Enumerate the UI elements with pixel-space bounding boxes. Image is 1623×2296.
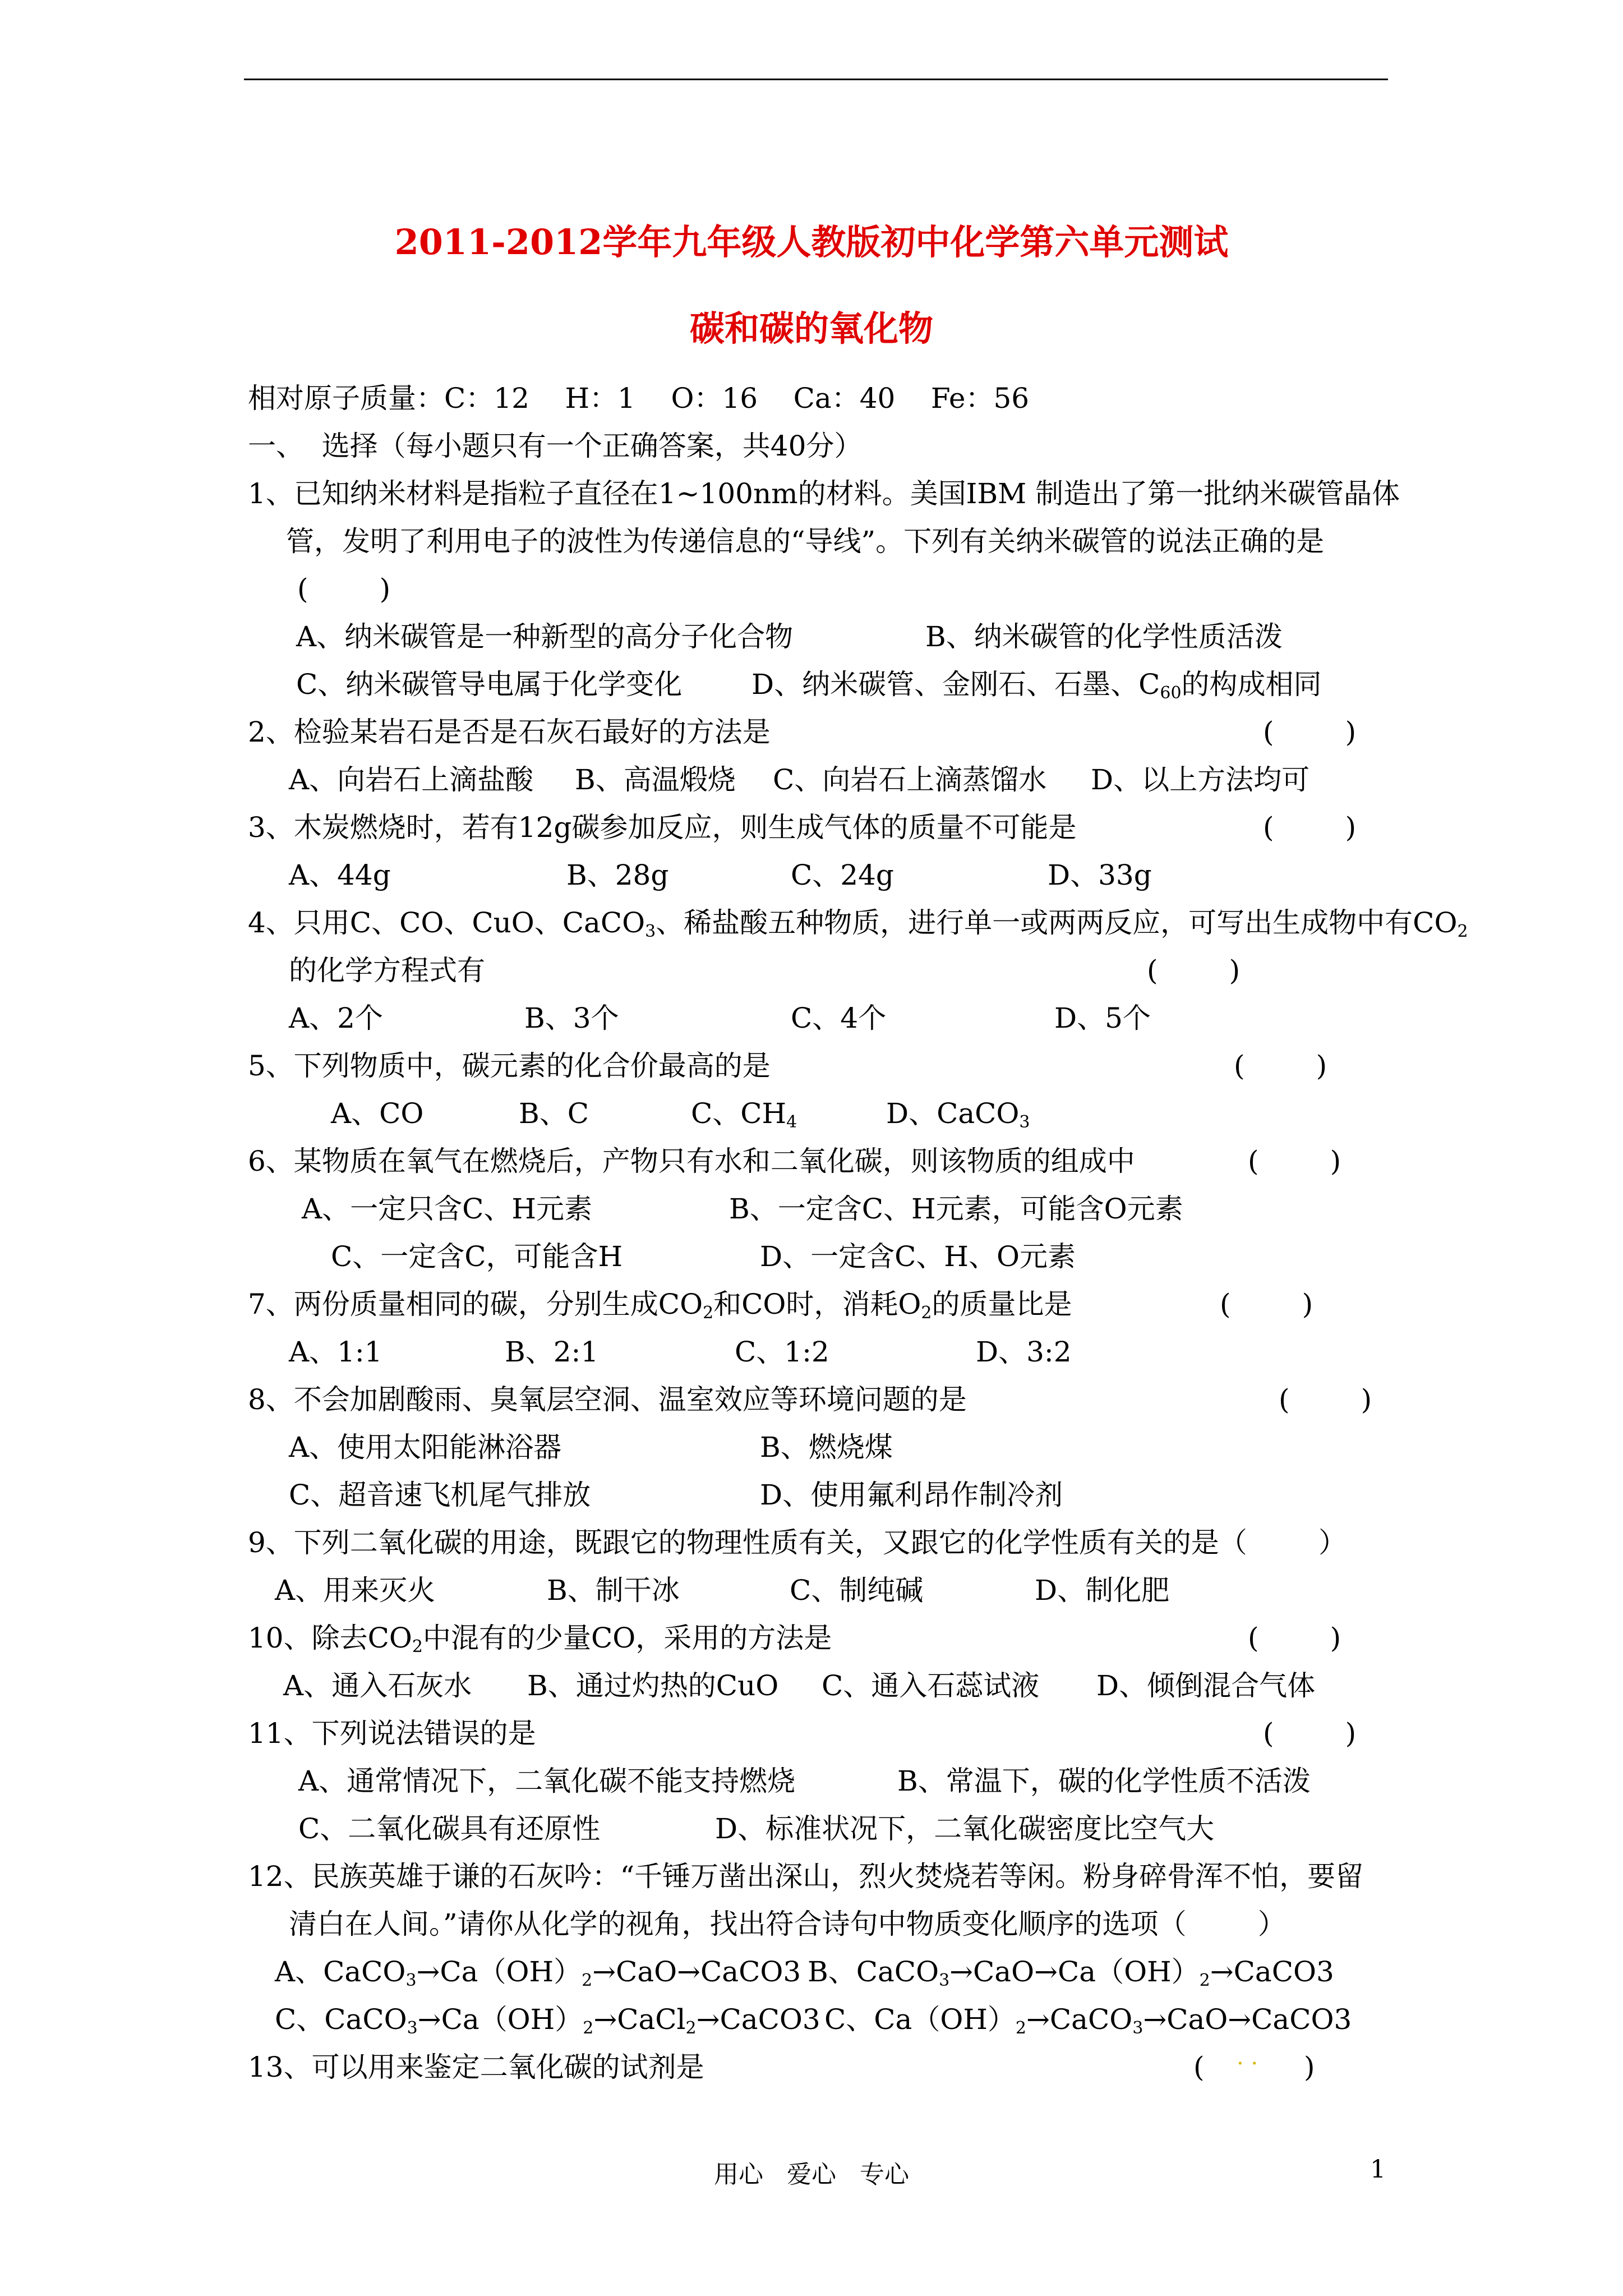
q9-option-d: D、制化肥 (1035, 1574, 1170, 1607)
page-number: 1 (1370, 2155, 1386, 2184)
q4-stem-line2: 的化学方程式有 (289, 954, 485, 987)
q10-option-d: D、倾倒混合气体 (1096, 1669, 1316, 1702)
q3-option-b: B、28g (566, 859, 669, 891)
q2-stem: 2、检验某岩石是否是石灰石最好的方法是 (248, 716, 771, 748)
q6-answer-paren: ( ) (1248, 1145, 1341, 1177)
q10-option-c: C、通入石蕊试液 (822, 1669, 1040, 1702)
q11-stem: 11、下列说法错误的是 (248, 1717, 536, 1750)
q5-option-d: D、CaCO$_3$ (886, 1097, 1030, 1132)
q6-option-b: B、一定含C、H元素，可能含O元素 (729, 1193, 1183, 1225)
q4-option-c: C、4个 (791, 1002, 887, 1034)
q4-option-a: A、2个 (289, 1002, 383, 1034)
q13-answer-dots: . . (1237, 2044, 1258, 2070)
q6-stem: 6、某物质在氧气在燃烧后，产物只有水和二氧化碳，则该物质的组成中 (248, 1145, 1135, 1177)
q2-answer-paren: ( ) (1263, 716, 1357, 748)
q1-option-c: C、纳米碳管导电属于化学变化 (296, 668, 683, 701)
q8-option-a: A、使用太阳能淋浴器 (289, 1431, 562, 1464)
q1-answer-paren: ( ) (297, 573, 391, 605)
q8-option-d: D、使用氟利昂作制冷剂 (760, 1479, 1063, 1511)
q11-option-b: B、常温下，碳的化学性质不活泼 (897, 1765, 1311, 1797)
q1-stem-line2: 管，发明了利用电子的波性为传递信息的“导线”。下列有关纳米碳管的说法正确的是 (286, 525, 1325, 558)
section-heading: 一、 选择（每小题只有一个正确答案，共40分） (248, 430, 863, 462)
q12-option-d: C、$Ca(OH)_2\to CaCO_3\to CaO\to CaCO3$ (824, 2003, 1352, 2038)
header-rule (244, 79, 1388, 80)
q2-option-d: D、以上方法均可 (1091, 763, 1310, 796)
q9-stem: 9、下列二氧化碳的用途，既跟它的物理性质有关，又跟它的化学性质有关的是（ ） (248, 1526, 1347, 1559)
q12-option-c: C、$CaCO_3\to Ca(OH)_2\to CaCl_2\to CaCO3$ (275, 2003, 820, 2038)
q3-option-d: D、33g (1048, 859, 1152, 891)
q2-option-a: A、向岩石上滴盐酸 (289, 763, 534, 796)
q5-stem: 5、下列物质中，碳元素的化合价最高的是 (248, 1050, 771, 1082)
q8-option-c: C、超音速飞机尾气排放 (289, 1479, 591, 1511)
q2-option-c: C、向岩石上滴蒸馏水 (773, 763, 1047, 796)
q6-option-a: A、一定只含C、H元素 (302, 1193, 592, 1225)
q8-answer-paren: ( ) (1279, 1383, 1372, 1416)
q1-option-b: B、纳米碳管的化学性质活泼 (925, 620, 1283, 653)
q11-option-a: A、通常情况下，二氧化碳不能支持燃烧 (298, 1765, 796, 1797)
q12-stem-line1: 12、民族英雄于谦的石灰吟：“千锤万凿出深山，烈火焚烧若等闲。粉身碎骨浑不怕，要留 (248, 1860, 1364, 1893)
q11-option-c: C、二氧化碳具有还原性 (298, 1812, 601, 1845)
q7-option-a: A、1:1 (289, 1336, 382, 1368)
q12-option-b: B、$CaCO_3\to CaO\to Ca(OH)_2\to CaCO3$ (808, 1955, 1334, 1990)
q12-stem-line2: 清白在人间。”请你从化学的视角，找出符合诗句中物质变化顺序的选项（ ） (289, 1908, 1286, 1940)
q7-option-c: C、1:2 (735, 1336, 829, 1368)
q12-option-a: A、$CaCO_3\to Ca(OH)_2\to CaO\to CaCO3$ (275, 1955, 801, 1990)
q4-option-b: B、3个 (524, 1002, 619, 1034)
q7-option-d: D、3:2 (976, 1336, 1072, 1368)
page-title: 2011-2012学年九年级人教版初中化学第六单元测试 (394, 222, 1229, 263)
q5-answer-paren: ( ) (1234, 1050, 1327, 1082)
q13-paren-right: ) (1304, 2051, 1315, 2083)
q3-answer-paren: ( ) (1263, 811, 1357, 844)
q10-option-a: A、通入石灰水 (283, 1669, 472, 1702)
q13-paren-left: ( (1193, 2051, 1205, 2083)
q1-option-a: A、纳米碳管是一种新型的高分子化合物 (296, 620, 794, 653)
q11-answer-paren: ( ) (1263, 1717, 1357, 1750)
q6-option-d: D、一定含C、H、O元素 (760, 1240, 1076, 1273)
q10-stem: 10、除去$CO_2$中混有的少量CO，采用的方法是 (248, 1622, 832, 1657)
q1-stem-line1: 1、已知纳米材料是指粒子直径在1~100nm的材料。美国IBM 制造出了第一批纳米碳管晶体 (248, 477, 1400, 510)
q7-option-b: B、2:1 (505, 1336, 599, 1368)
q3-stem: 3、木炭燃烧时，若有12g碳参加反应，则生成气体的质量不可能是 (248, 811, 1077, 844)
q5-option-a: A、CO (331, 1097, 424, 1130)
q7-answer-paren: ( ) (1220, 1288, 1313, 1320)
atomic-mass-line: 相对原子质量：C：12 H：1 O：16 Ca：40 Fe：56 (248, 382, 1030, 415)
q3-option-a: A、44g (289, 859, 391, 891)
q9-option-c: C、制纯碱 (790, 1574, 924, 1607)
q8-stem: 8、不会加剧酸雨、臭氧层空洞、温室效应等环境问题的是 (248, 1383, 967, 1416)
q3-option-c: C、24g (791, 859, 894, 891)
q7-stem: 7、两份质量相同的碳，分别生成$CO_2$和CO时，消耗$O_2$的质量比是 (248, 1288, 1072, 1323)
q9-option-a: A、用来灭火 (275, 1574, 436, 1607)
q8-option-b: B、燃烧煤 (760, 1431, 893, 1464)
q4-option-d: D、5个 (1054, 1002, 1151, 1034)
q4-stem-line1: 4、只用C、CO、CuO、CaCO$_3$、稀盐酸五种物质，进行单一或两两反应，可写出生成物中有$CO_2$ (248, 907, 1468, 941)
q6-option-c: C、一定含C，可能含H (331, 1240, 623, 1273)
q4-answer-paren: ( ) (1147, 954, 1241, 987)
q11-option-d: D、标准状况下，二氧化碳密度比空气大 (715, 1812, 1215, 1845)
page-subtitle: 碳和碳的氧化物 (689, 308, 933, 349)
q13-stem: 13、可以用来鉴定二氧化碳的试剂是 (248, 2051, 704, 2083)
q1-option-d: D、纳米碳管、金刚石、石墨、$C_{60}$的构成相同 (751, 668, 1322, 703)
q2-option-b: B、高温煅烧 (575, 763, 736, 796)
q5-option-b: B、C (519, 1097, 589, 1130)
q9-option-b: B、制干冰 (547, 1574, 680, 1607)
q10-answer-paren: ( ) (1248, 1622, 1341, 1654)
page-footer: 用心 爱心 专心 (714, 2160, 909, 2189)
q10-option-b: B、通过灼热的CuO (527, 1669, 779, 1702)
q5-option-c: C、$CH_4$ (691, 1097, 797, 1132)
